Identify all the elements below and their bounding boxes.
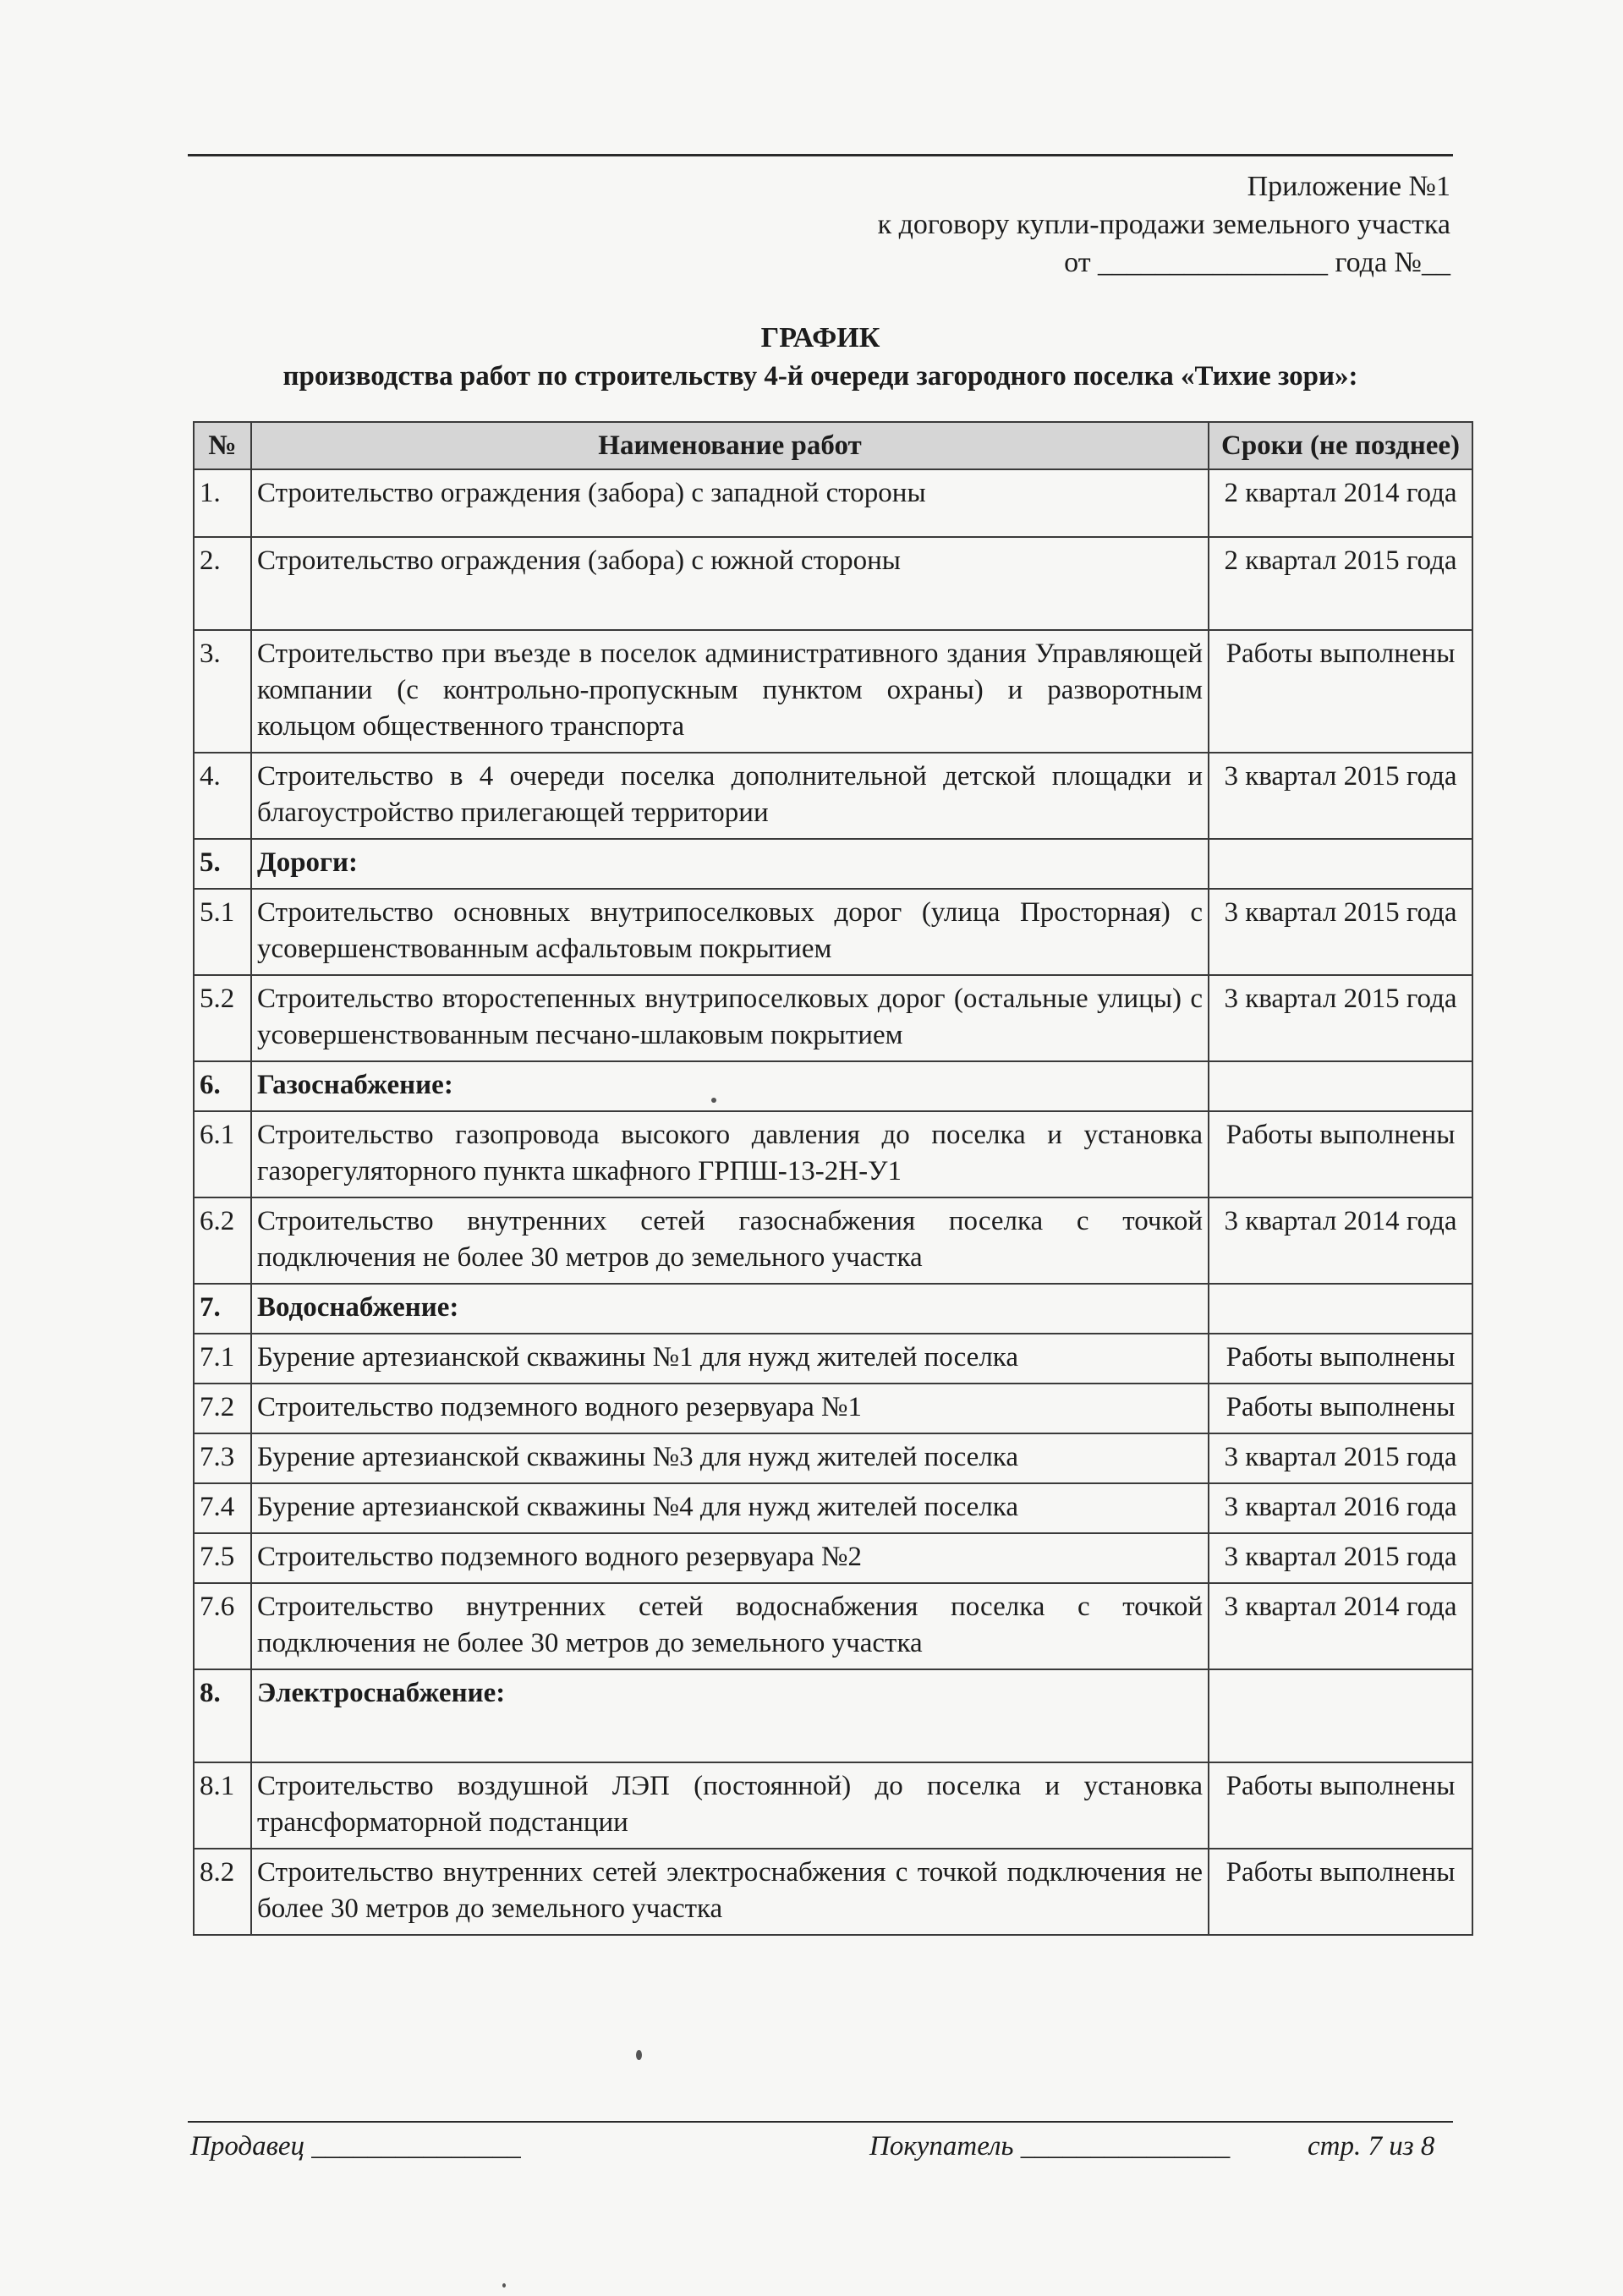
table-row bbox=[194, 537, 1472, 630]
row-number: 5.2 bbox=[194, 975, 251, 1061]
row-number: 7.1 bbox=[194, 1334, 251, 1384]
row-deadline: 3 квартал 2016 года bbox=[1209, 1483, 1472, 1533]
table-row bbox=[194, 975, 1472, 1061]
row-deadline bbox=[1209, 1061, 1472, 1111]
row-number: 6. bbox=[194, 1061, 251, 1111]
appendix-date-number: от ________________ года №__ bbox=[1064, 247, 1450, 278]
seller-signature: Продавец _______________ bbox=[190, 2131, 521, 2162]
scan-speck bbox=[502, 2283, 506, 2288]
row-deadline: 3 квартал 2015 года bbox=[1209, 1433, 1472, 1483]
row-deadline: Работы выполнены bbox=[1209, 630, 1472, 753]
title-subtitle: производства работ по строительству 4-й очереди загородного поселка «Тихие зори»: bbox=[282, 361, 1358, 392]
table-row bbox=[194, 889, 1472, 975]
table-row bbox=[194, 1483, 1472, 1533]
appendix-number: Приложение №1 bbox=[1247, 171, 1450, 202]
row-number: 7.6 bbox=[194, 1583, 251, 1669]
row-number: 5.1 bbox=[194, 889, 251, 975]
document-title bbox=[188, 320, 1453, 396]
row-deadline bbox=[1209, 1284, 1472, 1334]
header-work-name: Наименование работ bbox=[251, 422, 1209, 469]
row-work-name: Строительство ограждения (забора) с южной стороны bbox=[251, 537, 1209, 630]
row-number: 7.3 bbox=[194, 1433, 251, 1483]
header-number: № bbox=[194, 422, 251, 469]
table-row bbox=[194, 753, 1472, 839]
row-deadline bbox=[1209, 1669, 1472, 1762]
table-row bbox=[194, 1433, 1472, 1483]
row-deadline: 3 квартал 2014 года bbox=[1209, 1583, 1472, 1669]
row-deadline: Работы выполнены bbox=[1209, 1111, 1472, 1197]
row-deadline bbox=[1209, 839, 1472, 889]
table-row bbox=[194, 1061, 1472, 1111]
row-deadline: 3 квартал 2015 года bbox=[1209, 975, 1472, 1061]
row-deadline: 3 квартал 2015 года bbox=[1209, 889, 1472, 975]
table-row bbox=[194, 839, 1472, 889]
table-row bbox=[194, 469, 1472, 537]
table-header-row bbox=[194, 422, 1472, 469]
row-work-name: Строительство основных внутрипоселковых дорог (улица Просторная) с усовершенствованным асфальтовым покрытием bbox=[251, 889, 1209, 975]
row-deadline: Работы выполнены bbox=[1209, 1762, 1472, 1849]
row-number: 8.2 bbox=[194, 1849, 251, 1935]
table-row bbox=[194, 1384, 1472, 1433]
row-work-name: Электроснабжение: bbox=[251, 1669, 1209, 1762]
row-number: 8. bbox=[194, 1669, 251, 1762]
row-work-name: Строительство внутренних сетей водоснабжения поселка с точкой подключения не более 30 метров до земельного участка bbox=[251, 1583, 1209, 1669]
header-deadline: Сроки (не позднее) bbox=[1209, 422, 1472, 469]
row-number: 7.2 bbox=[194, 1384, 251, 1433]
row-work-name: Строительство подземного водного резервуара №2 bbox=[251, 1533, 1209, 1583]
footer-rule bbox=[188, 2121, 1453, 2123]
buyer-signature: Покупатель _______________ bbox=[869, 2131, 1231, 2162]
row-work-name: Бурение артезианской скважины №3 для нужд жителей поселка bbox=[251, 1433, 1209, 1483]
row-work-name: Водоснабжение: bbox=[251, 1284, 1209, 1334]
row-work-name: Дороги: bbox=[251, 839, 1209, 889]
table-row bbox=[194, 1849, 1472, 1935]
row-number: 7.4 bbox=[194, 1483, 251, 1533]
row-number: 7.5 bbox=[194, 1533, 251, 1583]
table-row bbox=[194, 1533, 1472, 1583]
table-row bbox=[194, 1669, 1472, 1762]
table-row bbox=[194, 630, 1472, 753]
row-deadline: 3 квартал 2015 года bbox=[1209, 753, 1472, 839]
table-body bbox=[194, 469, 1472, 1935]
row-number: 1. bbox=[194, 469, 251, 537]
row-number: 4. bbox=[194, 753, 251, 839]
title-main: ГРАФИК bbox=[760, 322, 880, 353]
row-number: 6.2 bbox=[194, 1197, 251, 1284]
row-work-name: Строительство внутренних сетей электроснабжения с точкой подключения не более 30 метров до земельного участка bbox=[251, 1849, 1209, 1935]
row-number: 3. bbox=[194, 630, 251, 753]
row-number: 7. bbox=[194, 1284, 251, 1334]
table-row bbox=[194, 1762, 1472, 1849]
table-row bbox=[194, 1284, 1472, 1334]
scan-speck bbox=[636, 2050, 642, 2060]
row-number: 5. bbox=[194, 839, 251, 889]
row-work-name: Строительство внутренних сетей газоснабжения поселка с точкой подключения не более 30 метров до земельного участка bbox=[251, 1197, 1209, 1284]
row-number: 8.1 bbox=[194, 1762, 251, 1849]
row-deadline: 3 квартал 2014 года bbox=[1209, 1197, 1472, 1284]
row-work-name: Строительство газопровода высокого давления до поселка и установка газорегуляторного пункта шкафного ГРПШ-13-2Н-У1 bbox=[251, 1111, 1209, 1197]
row-deadline: Работы выполнены bbox=[1209, 1384, 1472, 1433]
table-row bbox=[194, 1111, 1472, 1197]
row-work-name: Строительство ограждения (забора) с западной стороны bbox=[251, 469, 1209, 537]
table-row bbox=[194, 1197, 1472, 1284]
page-number: стр. 7 из 8 bbox=[1308, 2131, 1435, 2162]
table-row bbox=[194, 1583, 1472, 1669]
appendix-contract: к договору купли-продажи земельного участка bbox=[877, 209, 1450, 240]
row-number: 2. bbox=[194, 537, 251, 630]
row-deadline: 2 квартал 2014 года bbox=[1209, 469, 1472, 537]
row-work-name: Строительство при въезде в поселок административного здания Управляющей компании (с контрольно-пропускным пунктом охраны) и разворотным кольцом общественного транспорта bbox=[251, 630, 1209, 753]
row-deadline: 3 квартал 2015 года bbox=[1209, 1533, 1472, 1583]
row-work-name: Строительство в 4 очереди поселка дополнительной детской площадки и благоустройство прилегающей территории bbox=[251, 753, 1209, 839]
header-rule bbox=[188, 154, 1453, 156]
row-number: 6.1 bbox=[194, 1111, 251, 1197]
table-row bbox=[194, 1334, 1472, 1384]
row-work-name: Бурение артезианской скважины №1 для нужд жителей поселка bbox=[251, 1334, 1209, 1384]
row-deadline: 2 квартал 2015 года bbox=[1209, 537, 1472, 630]
row-work-name: Газоснабжение: bbox=[251, 1061, 1209, 1111]
scan-speck bbox=[711, 1098, 716, 1103]
row-work-name: Бурение артезианской скважины №4 для нужд жителей поселка bbox=[251, 1483, 1209, 1533]
row-deadline: Работы выполнены bbox=[1209, 1849, 1472, 1935]
row-deadline: Работы выполнены bbox=[1209, 1334, 1472, 1384]
row-work-name: Строительство подземного водного резервуара №1 bbox=[251, 1384, 1209, 1433]
appendix-reference bbox=[878, 167, 1450, 282]
row-work-name: Строительство воздушной ЛЭП (постоянной) до поселка и установка трансформаторной подстанции bbox=[251, 1762, 1209, 1849]
works-schedule-table bbox=[193, 421, 1473, 1936]
row-work-name: Строительство второстепенных внутрипоселковых дорог (остальные улицы) с усовершенствованным песчано-шлаковым покрытием bbox=[251, 975, 1209, 1061]
